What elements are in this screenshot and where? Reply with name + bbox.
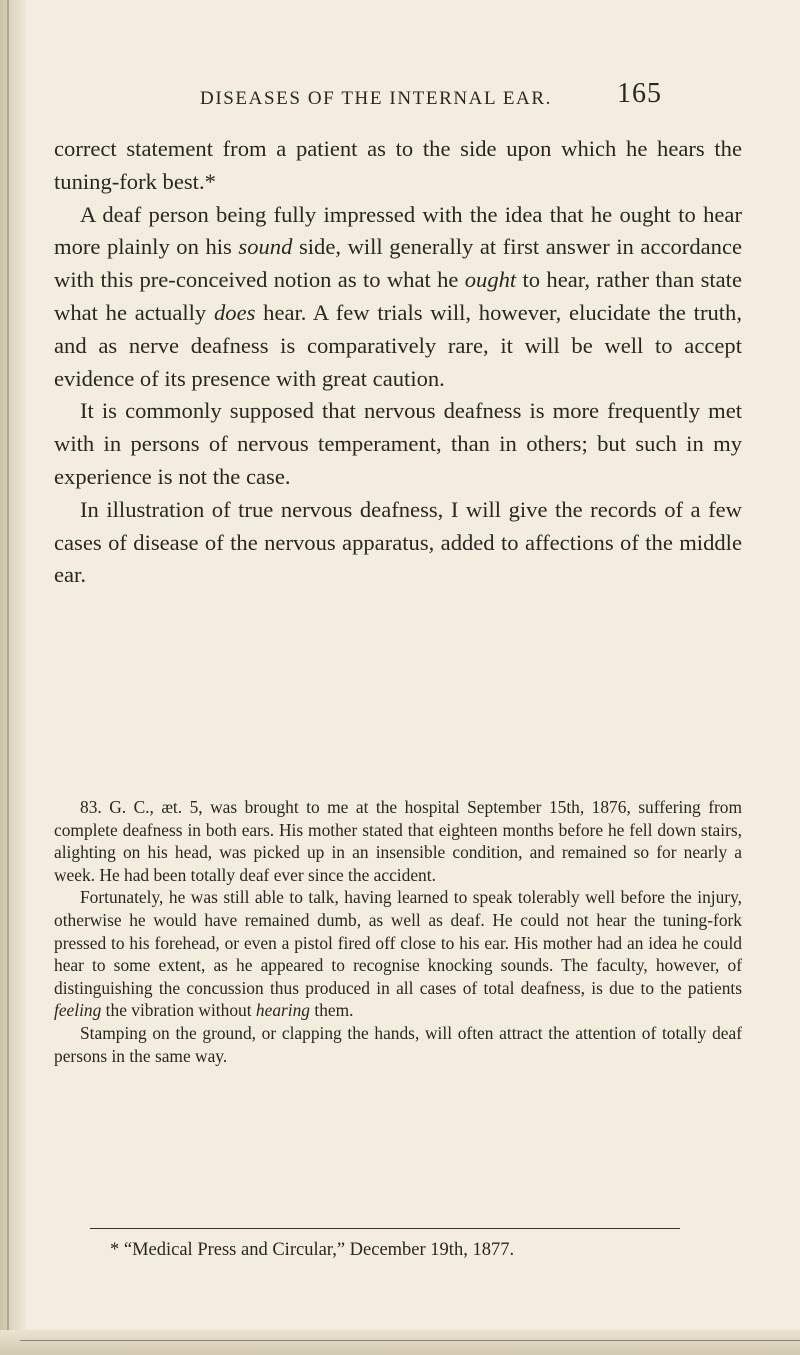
text-run: the vibration without: [101, 1000, 256, 1021]
case-paragraph-1: 83. G. C., æt. 5, was brought to me at the hospital September 15th, 1876, suffering from complete deafness in both ears. His mother stated that eighteen months before he fell down stairs, alighting on his head, was picked up in an insensible condition, and remained so for nearly a week. He had been totally deaf ever since the accident.: [54, 797, 742, 885]
paragraph-2: [54, 199, 742, 396]
case-report: [54, 796, 742, 1067]
case-paragraph-3: Stamping on the ground, or clapping the hands, will often attract the attention of totally deaf persons in the same way.: [54, 1022, 742, 1066]
page-bottom-edge: [0, 1330, 800, 1355]
book-gutter: [0, 0, 26, 1355]
emphasis-sound: sound: [238, 234, 293, 260]
page-bottom-line: [20, 1340, 800, 1341]
gutter-line: [7, 0, 9, 1355]
emphasis-feeling: feeling: [54, 1000, 102, 1021]
main-text: [54, 133, 742, 592]
text-run: hear. A few trials will, however, elucidate the truth, and as nerve deafness is comparatively rare, it will be well to accept evidence of its presence with great caution.: [54, 299, 742, 391]
paragraph-1: correct statement from a patient as to the side upon which he hears the tuning-fork best.*: [54, 136, 742, 194]
running-title: DISEASES OF THE INTERNAL EAR.: [200, 88, 552, 109]
text-run: to hear, rather than state what he actually: [54, 267, 742, 325]
paragraph-3: It is commonly supposed that nervous deafness is more frequently met with in persons of nervous temperament, than in others; but such in my experience is not the case.: [54, 398, 742, 489]
emphasis-hearing: hearing: [255, 1000, 311, 1021]
case-paragraph-2: [54, 886, 742, 1022]
footnote-rule: [90, 1228, 680, 1229]
text-run: A deaf person being fully impressed with the idea that he ought to hear more plainly on his: [54, 201, 742, 260]
text-run: side, will generally at first answer in accordance with this pre-conceived notion as to what he: [54, 234, 743, 293]
page-number: 165: [617, 78, 662, 109]
emphasis-does: does: [213, 299, 256, 325]
paragraph-4: In illustration of true nervous deafness, I will give the records of a few cases of disease of the nervous apparatus, added to affections of the middle ear.: [54, 496, 742, 588]
text-run: Fortunately, he was still able to talk, having learned to speak tolerably well before the injury, otherwise he would have remained dumb, as well as deaf. He could not hear the tuning-fork pressed to his forehead, or even a pistol fired off close to his ear. His mother had an idea he could hear to some extent, as he appeared to recognise knocking sounds. The faculty, however, of distinguishing the concussion thus produced in all cases of total deafness, is due to the patients: [54, 887, 742, 998]
text-run: them.: [310, 1000, 354, 1021]
emphasis-ought: ought: [464, 267, 517, 293]
footnote: * “Medical Press and Circular,” December 19th, 1877.: [110, 1240, 515, 1260]
